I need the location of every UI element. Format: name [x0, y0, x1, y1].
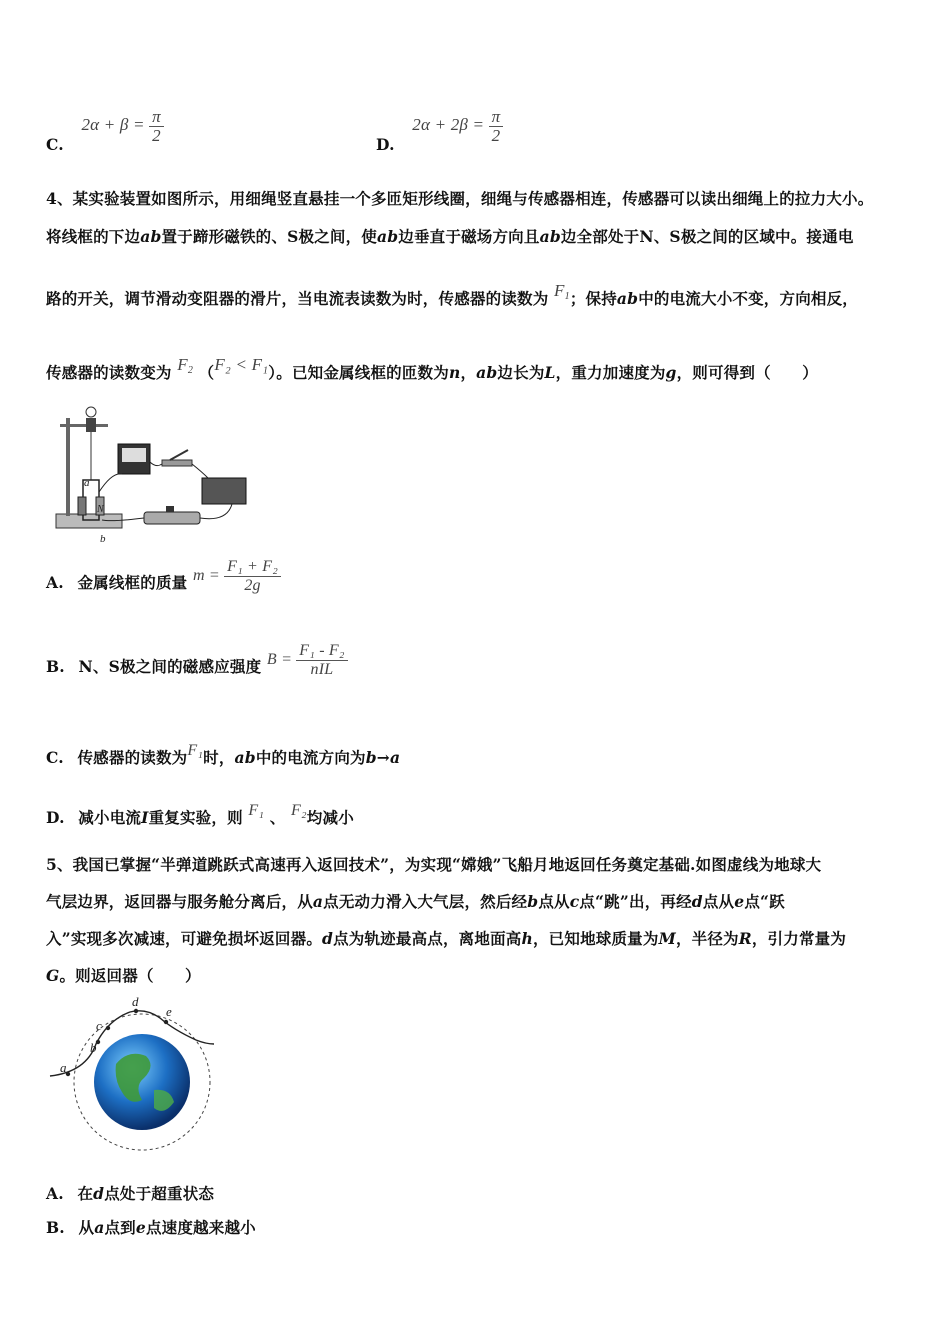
option-text: 从 — [78, 1218, 95, 1237]
rheostat-slider — [166, 506, 174, 512]
q5-line-3 — [46, 927, 846, 949]
option-label: A. — [46, 573, 64, 593]
fraction — [149, 108, 164, 145]
text: 点“跃 — [744, 892, 785, 911]
fraction-numerator: F₁ + F₂ — [224, 558, 281, 577]
q4-line-4 — [46, 355, 818, 384]
text: 。已知金属线框的匝数为 — [276, 363, 449, 382]
subscript: 1 — [564, 291, 570, 302]
option-text: 中的电流方向为 — [255, 748, 366, 767]
var-L: L — [544, 363, 556, 382]
wire — [192, 464, 208, 478]
option-label: D. — [376, 135, 395, 155]
current-direction: b→a — [365, 748, 401, 767]
stand-pole — [66, 418, 70, 516]
var-I: I — [141, 808, 149, 827]
option-text: 均减小 — [306, 808, 354, 827]
text: 边垂直于磁场方向且 — [398, 227, 540, 246]
var-ab: ab — [476, 363, 498, 382]
fraction — [489, 108, 504, 145]
symbol-F1: F₁ — [187, 742, 204, 759]
option-text: 点速度越来越小 — [145, 1218, 256, 1237]
text: 点从 — [538, 892, 570, 911]
switch-lever — [170, 450, 188, 460]
var-n: n — [448, 363, 461, 382]
fraction-numerator: π — [489, 108, 504, 127]
option-label: A. — [46, 1184, 64, 1203]
fraction-denominator: 2g — [244, 577, 261, 594]
option-text: 金属线框的质量 — [77, 573, 188, 593]
text: 将线框的下边 — [46, 227, 141, 246]
wire — [150, 462, 162, 466]
formula — [192, 558, 281, 594]
q5-option-b — [46, 1216, 256, 1238]
text: ，引力常量为 — [751, 929, 847, 948]
fraction — [296, 642, 347, 679]
var-a: a — [94, 1218, 105, 1237]
point-d — [134, 1009, 138, 1013]
text: ，半径为 — [675, 929, 739, 948]
var-ab: ab — [140, 227, 162, 246]
separator: 、 — [269, 808, 286, 827]
paren-close: ） — [268, 363, 277, 382]
formula — [266, 642, 348, 678]
var-d: d — [93, 1184, 105, 1203]
symbol-F1 — [554, 281, 570, 300]
point-c — [106, 1026, 110, 1030]
var-e: e — [135, 1218, 146, 1237]
text: ， — [460, 363, 477, 382]
formula-lhs: 2α + β = — [81, 115, 145, 135]
option-label: B. — [46, 1218, 65, 1237]
var-d: d — [691, 892, 703, 911]
q5-option-a — [46, 1182, 214, 1204]
var-G: G — [46, 966, 60, 985]
label-b: b — [100, 533, 106, 545]
text: ，重力加速度为 — [555, 363, 666, 382]
text: 路的开关，调节滑动变阻器的滑片，当电流表读数为时，传感器的读数为 — [46, 289, 549, 308]
text: 置于蹄形磁铁的、S极之间，使 — [161, 227, 377, 246]
formula — [81, 107, 163, 145]
option-text: 时， — [203, 748, 235, 767]
fraction-numerator: π — [149, 108, 164, 127]
label-e: e — [166, 1004, 172, 1019]
label-b: b — [90, 1040, 97, 1055]
text: 点无动力滑入大气层，然后经 — [323, 892, 528, 911]
var-b: b — [527, 892, 539, 911]
q4-option-d — [46, 802, 354, 828]
subscript: 2 — [187, 365, 194, 376]
text: 传感器的读数变为 — [46, 363, 172, 382]
option-label: B. — [46, 657, 65, 677]
var-h: h — [521, 929, 533, 948]
hook — [86, 407, 96, 417]
option-label: C. — [46, 135, 64, 155]
ammeter-dial — [122, 448, 146, 462]
wire — [99, 474, 122, 492]
text: 气层边界，返回器与服务舱分离后，从 — [46, 892, 313, 911]
formula-lhs: 2α + 2β = — [412, 115, 485, 135]
magnet-pole-left — [78, 497, 86, 515]
text: 中的电流大小不变，方向相反， — [638, 289, 859, 308]
q4-line-2 — [46, 225, 854, 247]
wire — [200, 504, 232, 519]
symbol-F: F — [177, 355, 188, 374]
var-g: g — [665, 363, 677, 382]
fraction-numerator: F₁ - F₂ — [296, 642, 347, 661]
point-e — [164, 1020, 168, 1024]
option-text: 传感器的读数为 — [77, 748, 188, 767]
var-ab: ab — [539, 227, 561, 246]
text: ，则可得到（ ） — [676, 363, 818, 382]
option-d-prev — [376, 107, 503, 155]
q5-line-4 — [46, 964, 201, 986]
text: 点从 — [702, 892, 735, 911]
label-d: d — [132, 994, 139, 1009]
earth — [94, 1034, 190, 1130]
rheostat — [144, 512, 200, 524]
var-c: c — [569, 892, 580, 911]
switch — [162, 460, 192, 466]
symbol-F2: F₂ — [291, 802, 307, 819]
condition: F₂ < F₁ — [214, 355, 269, 374]
option-text: 在 — [77, 1184, 94, 1203]
text: 边长为 — [497, 363, 545, 382]
stand-arm — [60, 424, 108, 427]
q5-earth-figure — [46, 994, 216, 1156]
text: 点“跳”出，再经 — [579, 892, 692, 911]
label-a: a — [60, 1060, 67, 1075]
option-text: 减小电流 — [78, 808, 142, 827]
paren-open: （ — [198, 363, 215, 382]
fraction-denominator: 2 — [491, 126, 501, 145]
q4-apparatus-figure — [52, 402, 252, 547]
option-text: N、S极之间的磁感应强度 — [78, 657, 262, 677]
q4-option-a — [46, 558, 281, 603]
fraction — [224, 558, 281, 595]
q4-option-b — [46, 642, 348, 687]
option-label: D. — [46, 808, 65, 827]
q4-option-c — [46, 742, 401, 768]
text: 点为轨迹最高点，离地面高 — [333, 929, 522, 948]
option-label: C. — [46, 748, 64, 767]
formula — [412, 107, 503, 145]
symbol-F: F — [554, 281, 565, 300]
symbol-F2 — [177, 355, 193, 374]
fraction-denominator: 2 — [152, 126, 161, 145]
text: 边全部处于N、S极之间的区域中。接通电 — [560, 227, 854, 246]
q4-line-3 — [46, 281, 859, 310]
text: ，已知地球质量为 — [532, 929, 659, 948]
symbol-F1: F₁ — [248, 802, 265, 819]
var-a: a — [312, 892, 324, 911]
option-text: 重复实验，则 — [148, 808, 243, 827]
label-N: N — [97, 504, 104, 515]
option-text: 点处于超重状态 — [104, 1184, 215, 1203]
var-ab: ab — [234, 748, 256, 767]
option-text: 点到 — [104, 1218, 136, 1237]
var-R: R — [738, 929, 752, 948]
var-M: M — [658, 929, 676, 948]
var-e: e — [734, 892, 745, 911]
text: 入”实现多次减速，可避免损坏返回器。 — [46, 929, 323, 948]
label-c: c — [96, 1018, 102, 1033]
q5-line-2 — [46, 890, 785, 912]
force-sensor — [86, 418, 96, 432]
battery — [202, 478, 246, 504]
text: 。则返回器（ ） — [59, 966, 201, 985]
formula-lhs: m = — [192, 567, 220, 585]
q4-line-1: 4、某实验装置如图所示，用细绳竖直悬挂一个多匝矩形线圈，细绳与传感器相连，传感器可以读出细绳上的拉力大小。 — [46, 189, 874, 208]
option-c-prev — [46, 107, 164, 155]
var-ab: ab — [616, 289, 639, 308]
formula-lhs: B = — [266, 651, 293, 669]
fraction-denominator: nIL — [310, 661, 334, 678]
var-ab: ab — [376, 227, 399, 246]
label-a: a — [84, 477, 90, 489]
q5-line-1: 5、我国已掌握“半弹道跳跃式高速再入返回技术”，为实现“嫦娥”飞船月地返回任务奠定基础.如图虚线为地球大 — [46, 855, 822, 874]
text: ；保持 — [569, 289, 617, 308]
var-d: d — [322, 929, 334, 948]
